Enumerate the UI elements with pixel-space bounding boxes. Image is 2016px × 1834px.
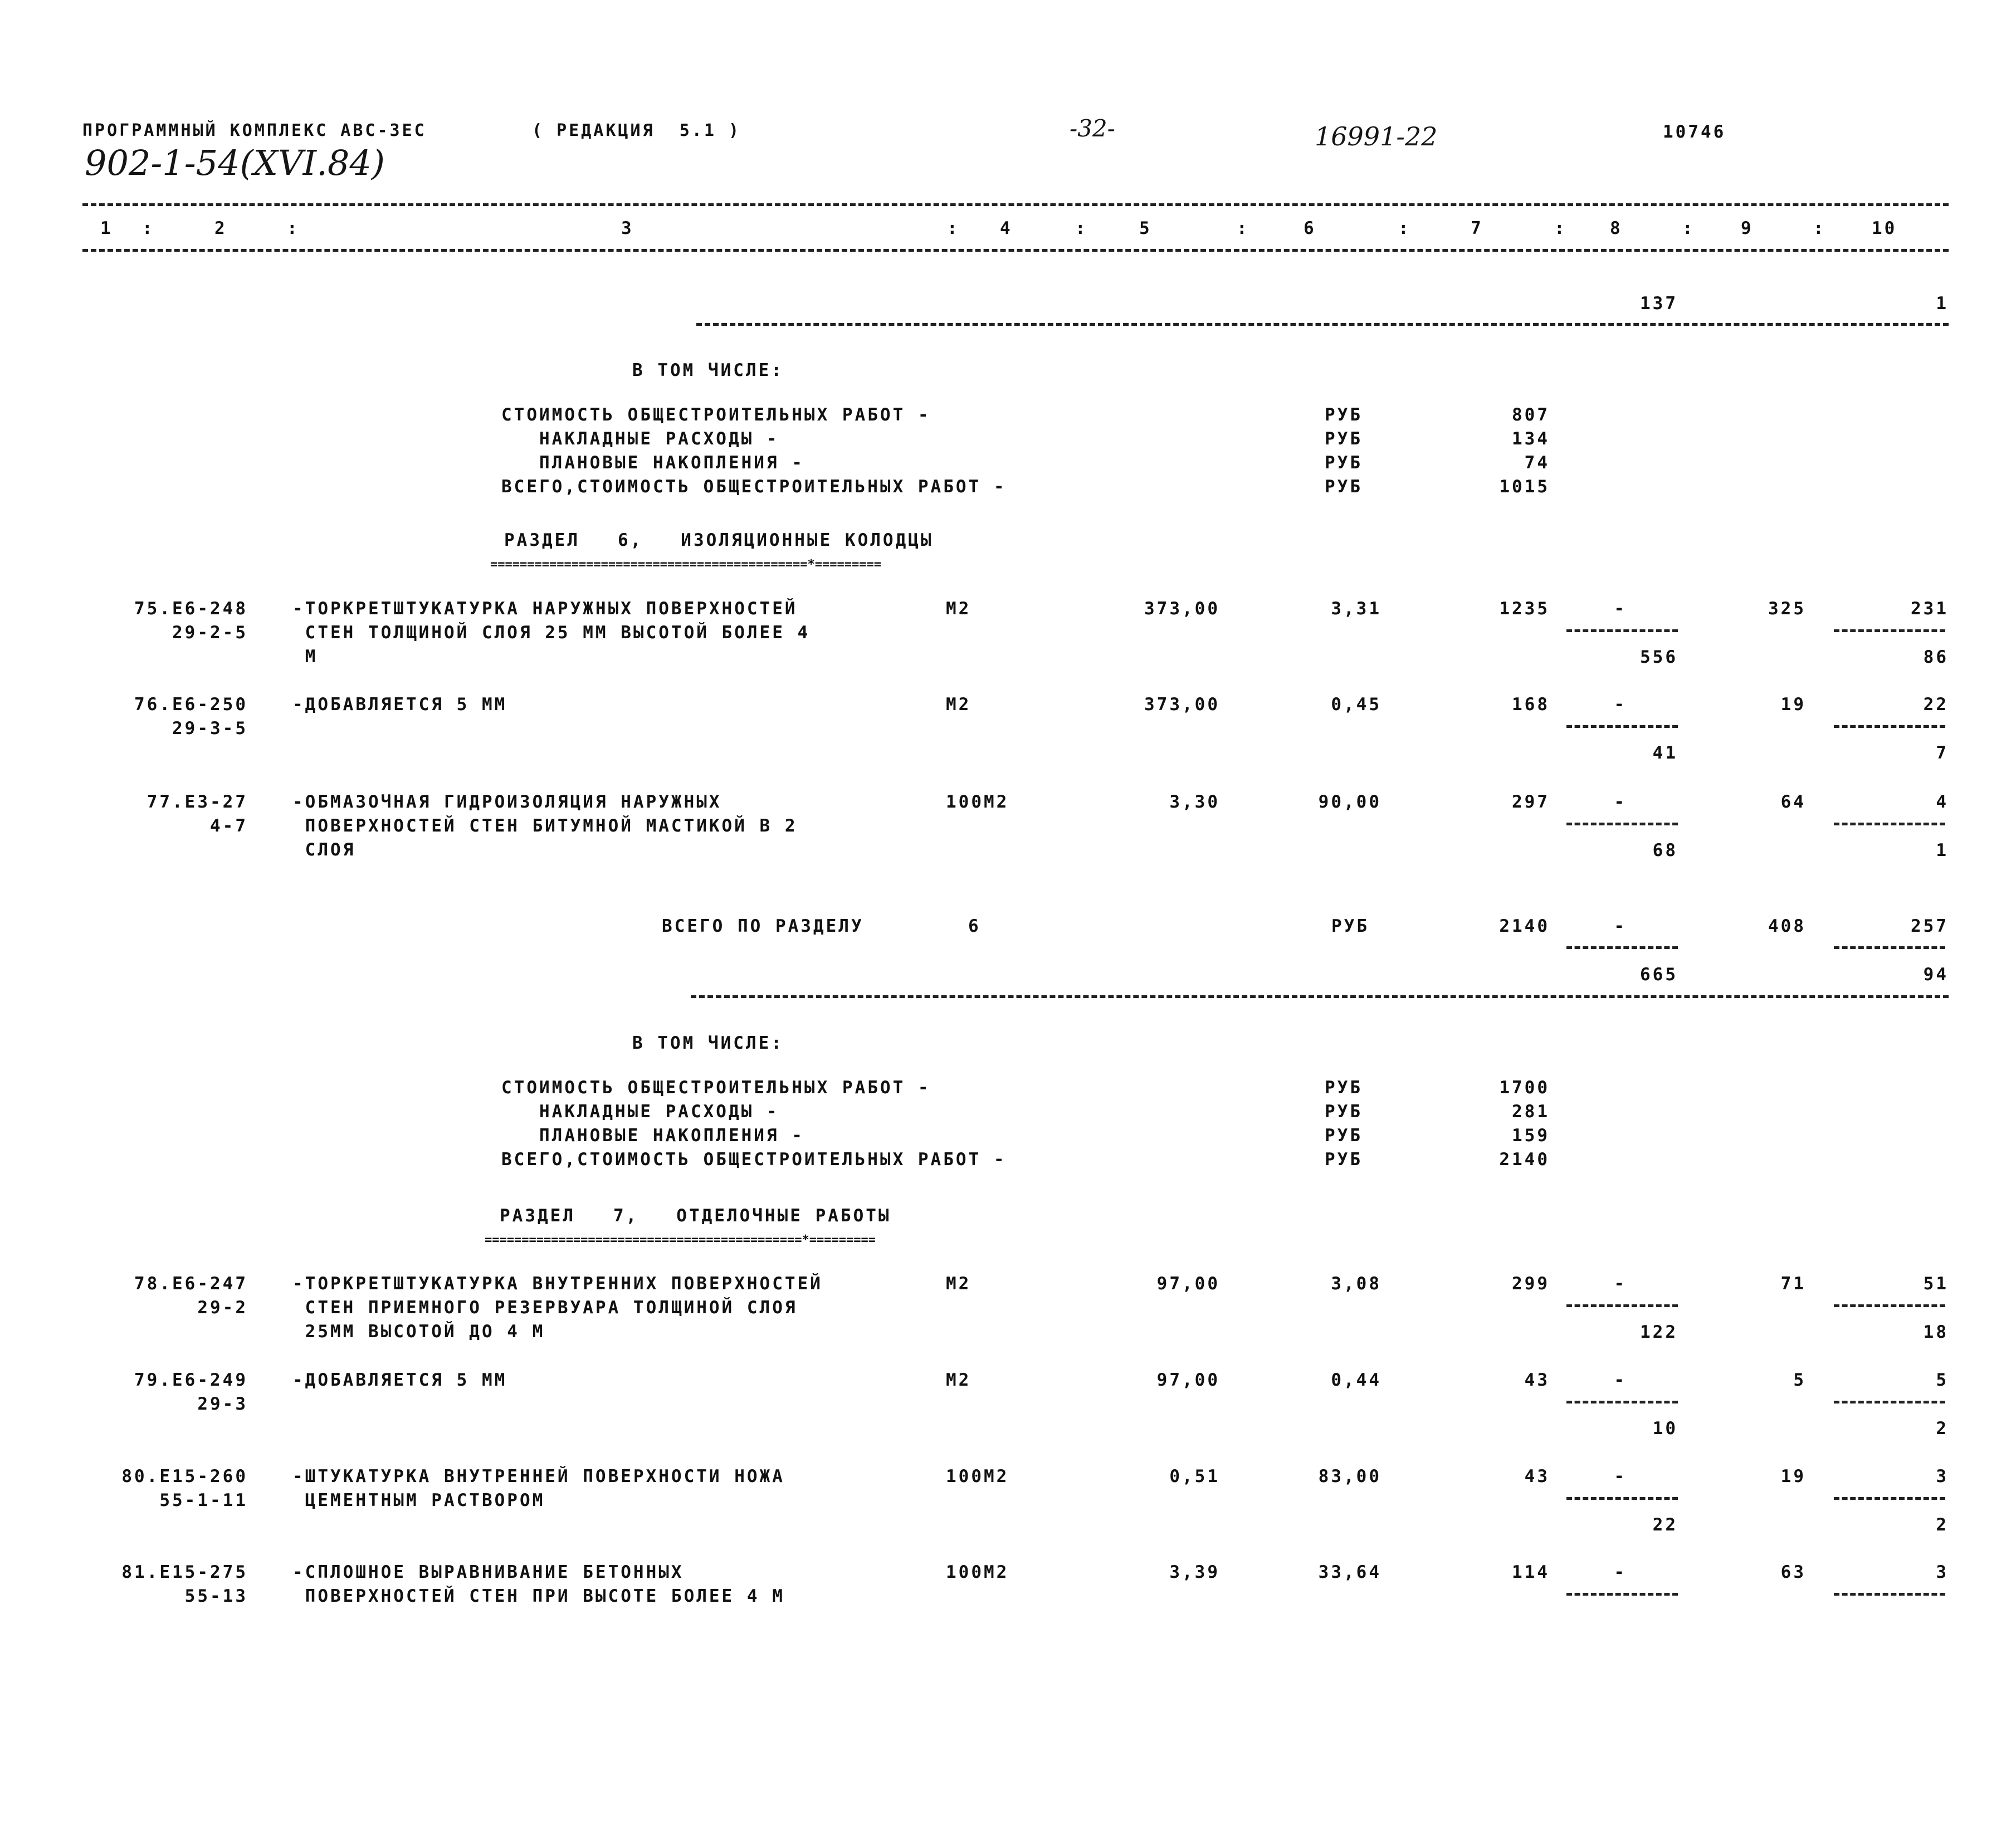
item-col10: 51 — [1923, 1274, 1949, 1294]
item-description-line: ПОВЕРХНОСТЕЙ СТЕН БИТУМНОЙ МАСТИКОЙ В 2 — [292, 816, 798, 836]
item-col10: 3 — [1936, 1466, 1949, 1486]
item-subcode: 55-1-11 — [159, 1490, 248, 1510]
subtotal-label: НАКЛАДНЫЕ РАСХОДЫ - — [501, 429, 779, 449]
item-col10-rule — [1834, 1304, 1945, 1307]
subtotal-value: 159 — [1512, 1126, 1550, 1146]
item-col8-value: 41 — [1652, 743, 1678, 763]
subtotal-unit: РУБ — [1325, 1150, 1363, 1170]
section-total-unit: РУБ — [1331, 916, 1369, 936]
item-unit-price: 0,45 — [1331, 695, 1382, 715]
item-code: 78.Е6-247 — [134, 1274, 248, 1294]
item-description-line: -ТОРКРЕТШТУКАТУРКА НАРУЖНЫХ ПОВЕРХНОСТЕЙ — [292, 599, 798, 619]
item-col8-value: 556 — [1640, 647, 1678, 667]
subtotal-label: ПЛАНОВЫЕ НАКОПЛЕНИЯ - — [501, 1126, 804, 1146]
item-subcode: 29-3 — [197, 1394, 248, 1414]
item-description-line: -ДОБАВЛЯЕТСЯ 5 ММ — [292, 1370, 507, 1390]
column-number: 4 — [1000, 218, 1013, 238]
item-col8: - — [1614, 1274, 1627, 1294]
item-quantity: 97,00 — [1156, 1274, 1220, 1294]
item-code: 79.Е6-249 — [134, 1370, 248, 1390]
item-col9: 5 — [1793, 1370, 1806, 1390]
header-bottom-rule — [82, 249, 1949, 252]
item-col8: - — [1614, 1370, 1627, 1390]
program-title: ПРОГРАММНЫЙ КОМПЛЕКС АВС-3ЕС — [82, 121, 427, 140]
item-col8-value: 68 — [1652, 840, 1678, 860]
column-separator: : — [947, 218, 960, 238]
item-col10: 3 — [1936, 1562, 1949, 1582]
subtotal-value: 807 — [1512, 405, 1550, 425]
top-total-col8: 137 — [1640, 294, 1678, 314]
item-col8-value: 22 — [1652, 1515, 1678, 1535]
item-subcode: 29-3-5 — [172, 718, 248, 739]
item-subcode: 55-13 — [184, 1586, 248, 1606]
item-col10-value: 1 — [1936, 840, 1949, 860]
item-col8-rule — [1566, 629, 1678, 632]
item-code: 81.Е15-275 — [121, 1562, 248, 1582]
column-number: 9 — [1741, 218, 1754, 238]
item-col8-rule — [1566, 823, 1678, 825]
item-unit: М2 — [946, 695, 972, 715]
item-unit: 100М2 — [946, 1562, 1009, 1582]
item-col10: 22 — [1923, 695, 1949, 715]
section-total-c10-rule — [1834, 946, 1945, 949]
top-total-rule — [696, 323, 1949, 326]
item-unit: М2 — [946, 1370, 972, 1390]
item-description-line: СЛОЯ — [292, 840, 356, 860]
subtotal-unit: РУБ — [1325, 429, 1363, 449]
item-unit: 100М2 — [946, 792, 1009, 812]
section-total-c10b: 94 — [1923, 965, 1949, 985]
item-unit-price: 0,44 — [1331, 1370, 1382, 1390]
item-total-cost: 1235 — [1499, 599, 1550, 619]
column-number: 3 — [621, 218, 634, 238]
column-separator: : — [142, 218, 155, 238]
item-total-cost: 114 — [1512, 1562, 1550, 1582]
item-quantity: 3,39 — [1169, 1562, 1220, 1582]
column-number: 8 — [1610, 218, 1623, 238]
section-6-underline: ===========================================*========= — [490, 559, 881, 571]
subtotal-unit: РУБ — [1325, 1102, 1363, 1122]
subtotal-unit: РУБ — [1325, 477, 1363, 497]
edition-label: ( РЕДАКЦИЯ 5.1 ) — [532, 121, 741, 140]
item-unit: М2 — [946, 1274, 972, 1294]
item-col8: - — [1614, 792, 1627, 812]
item-quantity: 373,00 — [1144, 695, 1220, 715]
column-number: 1 — [100, 218, 113, 238]
item-quantity: 0,51 — [1169, 1466, 1220, 1486]
item-col10: 4 — [1936, 792, 1949, 812]
subtotal-label: СТОИМОСТЬ ОБЩЕСТРОИТЕЛЬНЫХ РАБОТ - — [501, 1078, 931, 1098]
item-description-line: СТЕН ПРИЕМНОГО РЕЗЕРВУАРА ТОЛЩИНОЙ СЛОЯ — [292, 1298, 798, 1318]
section-total-label: ВСЕГО ПО РАЗДЕЛУ — [662, 916, 864, 936]
section-7-title: РАЗДЕЛ 7, ОТДЕЛОЧНЫЕ РАБОТЫ — [500, 1206, 891, 1226]
item-col8-rule — [1566, 1497, 1678, 1500]
subtotal-value: 2140 — [1499, 1150, 1550, 1170]
item-unit-price: 33,64 — [1318, 1562, 1382, 1582]
item-col9: 64 — [1780, 792, 1806, 812]
item-description-line: ЦЕМЕНТНЫМ РАСТВОРОМ — [292, 1490, 545, 1510]
column-separator: : — [1813, 218, 1826, 238]
item-code: 80.Е15-260 — [121, 1466, 248, 1486]
section-total-number: 6 — [968, 916, 981, 936]
item-col10: 231 — [1911, 599, 1949, 619]
item-col9: 19 — [1780, 695, 1806, 715]
item-col9: 71 — [1780, 1274, 1806, 1294]
handwritten-project-code: 902-1-54(XVI.84) — [85, 143, 385, 183]
subtotal-label: ВСЕГО,СТОИМОСТЬ ОБЩЕСТРОИТЕЛЬНЫХ РАБОТ - — [501, 477, 1007, 497]
item-description-line: М — [292, 647, 318, 667]
section-7-underline: ===========================================*========= — [485, 1234, 876, 1246]
column-number: 2 — [214, 218, 227, 238]
item-col10-rule — [1834, 823, 1945, 825]
section-total-c8: - — [1614, 916, 1627, 936]
subtotal-value: 1700 — [1499, 1078, 1550, 1098]
item-col10-rule — [1834, 1497, 1945, 1500]
section-total-rule — [691, 995, 1949, 998]
item-unit-price: 90,00 — [1318, 792, 1382, 812]
subtotal-heading: В ТОМ ЧИСЛЕ: — [632, 1033, 784, 1053]
subtotal-value: 134 — [1512, 429, 1550, 449]
item-description-line: -ШТУКАТУРКА ВНУТРЕННЕЙ ПОВЕРХНОСТИ НОЖА — [292, 1466, 785, 1486]
item-col9: 325 — [1768, 599, 1806, 619]
item-col10-value: 2 — [1936, 1419, 1949, 1439]
page-number: -32- — [1070, 115, 1115, 142]
column-separator: : — [287, 218, 300, 238]
item-unit: 100М2 — [946, 1466, 1009, 1486]
section-total-c10: 257 — [1911, 916, 1949, 936]
section-6-title: РАЗДЕЛ 6, ИЗОЛЯЦИОННЫЕ КОЛОДЦЫ — [504, 530, 934, 550]
item-col10-rule — [1834, 629, 1945, 632]
item-col8-value: 122 — [1640, 1322, 1678, 1342]
item-col8: - — [1614, 599, 1627, 619]
item-quantity: 3,30 — [1169, 792, 1220, 812]
item-col8-rule — [1566, 1401, 1678, 1403]
handwritten-doc-number: 16991-22 — [1315, 121, 1438, 151]
item-description-line: -СПЛОШНОЕ ВЫРАВНИВАНИЕ БЕТОННЫХ — [292, 1562, 684, 1582]
item-col10: 5 — [1936, 1370, 1949, 1390]
item-col10-rule — [1834, 1401, 1945, 1403]
item-unit-price: 3,31 — [1331, 599, 1382, 619]
item-description-line: -ОБМАЗОЧНАЯ ГИДРОИЗОЛЯЦИЯ НАРУЖНЫХ — [292, 792, 722, 812]
item-description-line: -ДОБАВЛЯЕТСЯ 5 ММ — [292, 695, 507, 715]
item-col8: - — [1614, 1466, 1627, 1486]
subtotal-label: ПЛАНОВЫЕ НАКОПЛЕНИЯ - — [501, 453, 804, 473]
section-total-c8-rule — [1566, 946, 1678, 949]
section-total-c9: 408 — [1768, 916, 1806, 936]
subtotal-value: 1015 — [1499, 477, 1550, 497]
item-total-cost: 297 — [1512, 792, 1550, 812]
item-col9: 19 — [1780, 1466, 1806, 1486]
item-total-cost: 43 — [1524, 1466, 1550, 1486]
item-unit-price: 3,08 — [1331, 1274, 1382, 1294]
subtotal-label: НАКЛАДНЫЕ РАСХОДЫ - — [501, 1102, 779, 1122]
subtotal-unit: РУБ — [1325, 1126, 1363, 1146]
item-col10-rule — [1834, 1593, 1945, 1596]
item-description-line: 25ММ ВЫСОТОЙ ДО 4 М — [292, 1322, 545, 1342]
item-total-cost: 168 — [1512, 695, 1550, 715]
item-col8: - — [1614, 695, 1627, 715]
column-separator: : — [1075, 218, 1088, 238]
item-col8-rule — [1566, 725, 1678, 728]
subtotal-label: СТОИМОСТЬ ОБЩЕСТРОИТЕЛЬНЫХ РАБОТ - — [501, 405, 931, 425]
column-number: 6 — [1304, 218, 1316, 238]
item-quantity: 373,00 — [1144, 599, 1220, 619]
item-col8-value: 10 — [1652, 1419, 1678, 1439]
item-quantity: 97,00 — [1156, 1370, 1220, 1390]
column-separator: : — [1398, 218, 1411, 238]
column-separator: : — [1682, 218, 1695, 238]
subtotal-unit: РУБ — [1325, 1078, 1363, 1098]
item-subcode: 29-2-5 — [172, 623, 248, 643]
subtotal-unit: РУБ — [1325, 453, 1363, 473]
subtotal-unit: РУБ — [1325, 405, 1363, 425]
column-number: 10 — [1872, 218, 1897, 238]
item-unit: М2 — [946, 599, 972, 619]
item-col9: 63 — [1780, 1562, 1806, 1582]
subtotal-label: ВСЕГО,СТОИМОСТЬ ОБЩЕСТРОИТЕЛЬНЫХ РАБОТ - — [501, 1150, 1007, 1170]
item-col10-value: 2 — [1936, 1515, 1949, 1535]
item-code: 75.Е6-248 — [134, 599, 248, 619]
item-description-line: СТЕН ТОЛЩИНОЙ СЛОЯ 25 ММ ВЫСОТОЙ БОЛЕЕ 4 — [292, 623, 811, 643]
item-description-line: -ТОРКРЕТШТУКАТУРКА ВНУТРЕННИХ ПОВЕРХНОСТЕЙ — [292, 1274, 823, 1294]
section-total-c8b: 665 — [1640, 965, 1678, 985]
item-description-line: ПОВЕРХНОСТЕЙ СТЕН ПРИ ВЫСОТЕ БОЛЕЕ 4 М — [292, 1586, 785, 1606]
item-subcode: 4-7 — [210, 816, 248, 836]
subtotal-heading: В ТОМ ЧИСЛЕ: — [632, 360, 784, 380]
item-col10-value: 86 — [1923, 647, 1949, 667]
top-total-col10: 1 — [1936, 294, 1949, 314]
item-col8-rule — [1566, 1593, 1678, 1596]
column-number: 5 — [1139, 218, 1152, 238]
column-separator: : — [1554, 218, 1567, 238]
subtotal-value: 281 — [1512, 1102, 1550, 1122]
item-col10-value: 18 — [1923, 1322, 1949, 1342]
column-number: 7 — [1471, 218, 1483, 238]
item-col8-rule — [1566, 1304, 1678, 1307]
item-code: 76.Е6-250 — [134, 695, 248, 715]
item-col10-value: 7 — [1936, 743, 1949, 763]
item-total-cost: 299 — [1512, 1274, 1550, 1294]
header-top-rule — [82, 203, 1949, 206]
item-subcode: 29-2 — [197, 1298, 248, 1318]
section-total-cost: 2140 — [1499, 916, 1550, 936]
item-col8: - — [1614, 1562, 1627, 1582]
sheet-number: 10746 — [1663, 122, 1726, 142]
item-unit-price: 83,00 — [1318, 1466, 1382, 1486]
item-code: 77.Е3-27 — [147, 792, 248, 812]
item-col10-rule — [1834, 725, 1945, 728]
subtotal-value: 74 — [1524, 453, 1550, 473]
column-separator: : — [1237, 218, 1249, 238]
item-total-cost: 43 — [1524, 1370, 1550, 1390]
